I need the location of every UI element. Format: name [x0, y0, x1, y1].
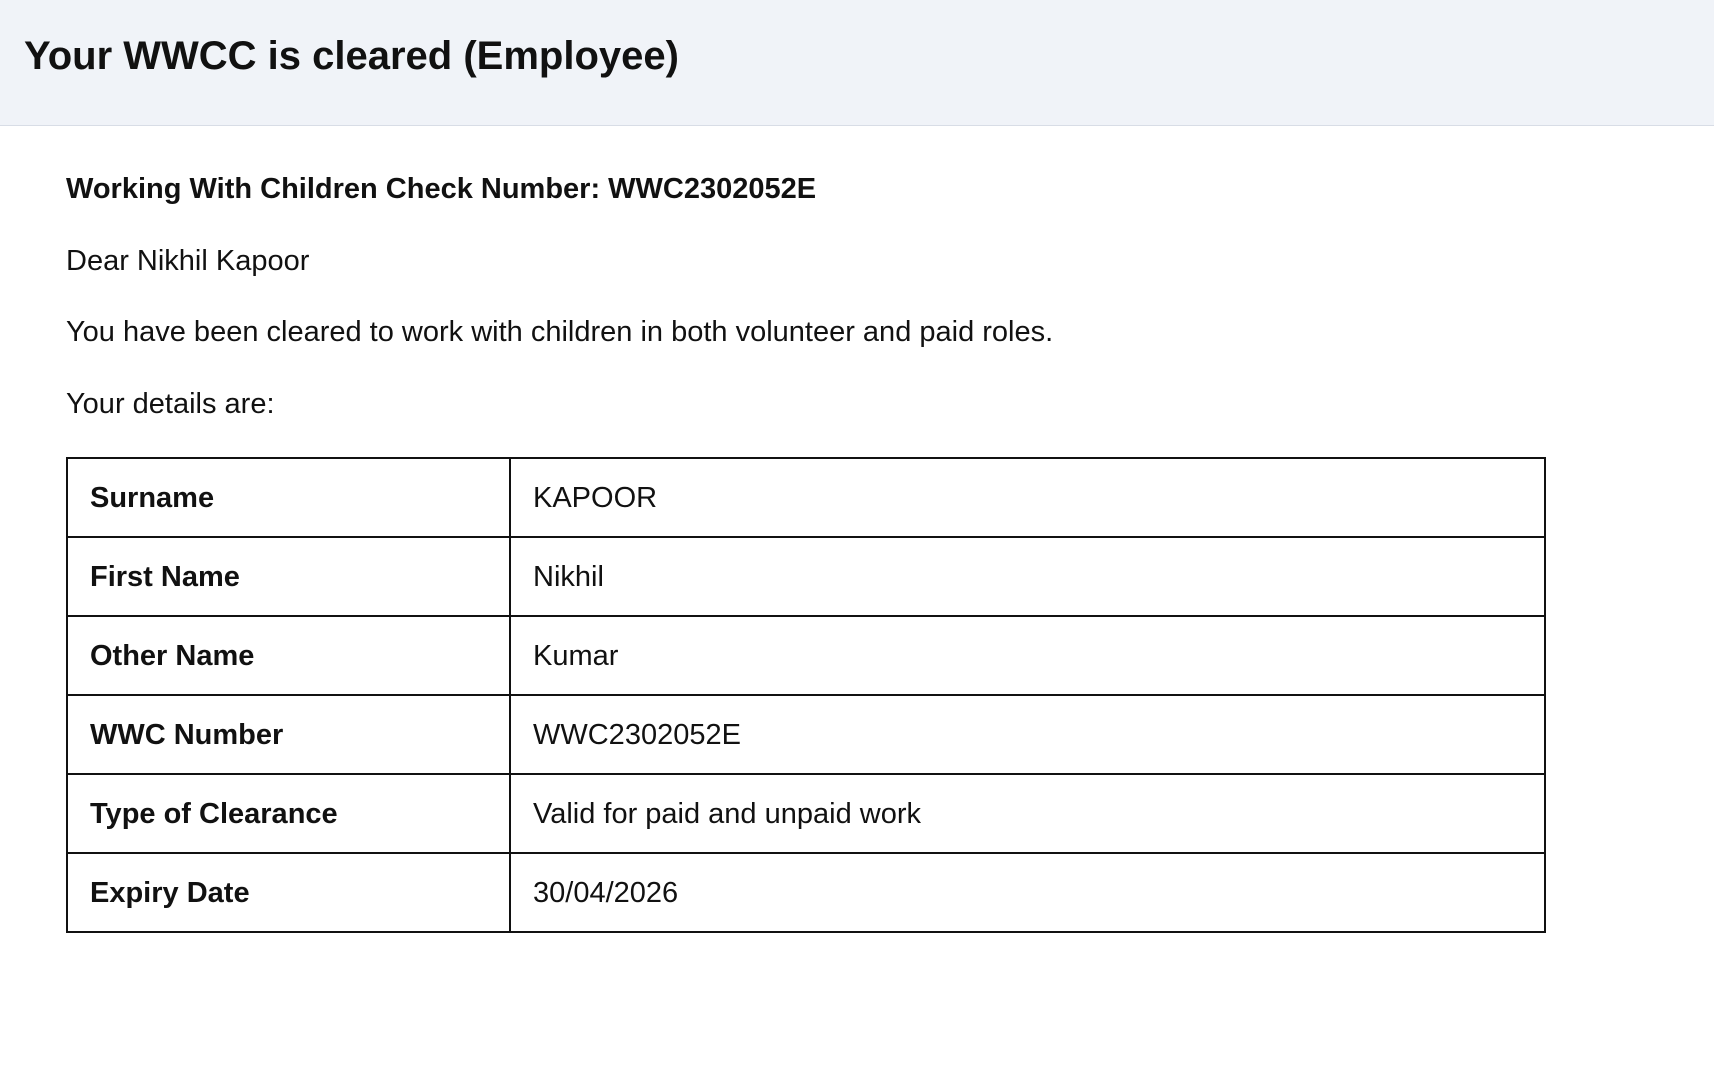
first-name-value: Nikhil — [510, 537, 1545, 616]
details-table — [66, 457, 1546, 933]
table-row — [67, 695, 1545, 774]
table-row — [67, 853, 1545, 932]
table-row — [67, 458, 1545, 537]
expiry-date-label: Expiry Date — [67, 853, 510, 932]
first-name-label: First Name — [67, 537, 510, 616]
page-title: Your WWCC is cleared (Employee) — [24, 34, 679, 78]
clearance-type-label: Type of Clearance — [67, 774, 510, 853]
table-row — [67, 537, 1545, 616]
cleared-message: You have been cleared to work with children in both volunteer and paid roles. — [66, 316, 1054, 348]
expiry-date-value: 30/04/2026 — [510, 853, 1545, 932]
details-intro: Your details are: — [66, 388, 275, 420]
greeting: Dear Nikhil Kapoor — [66, 245, 310, 277]
wwc-number-label: WWC Number — [67, 695, 510, 774]
table-row — [67, 774, 1545, 853]
wwc-number-value: WWC2302052E — [510, 695, 1545, 774]
other-name-label: Other Name — [67, 616, 510, 695]
surname-value: KAPOOR — [510, 458, 1545, 537]
clearance-type-value: Valid for paid and unpaid work — [510, 774, 1545, 853]
email-header — [0, 0, 1714, 126]
surname-label: Surname — [67, 458, 510, 537]
other-name-value: Kumar — [510, 616, 1545, 695]
check-number-line: Working With Children Check Number: WWC2302052E — [66, 173, 817, 205]
table-row — [67, 616, 1545, 695]
